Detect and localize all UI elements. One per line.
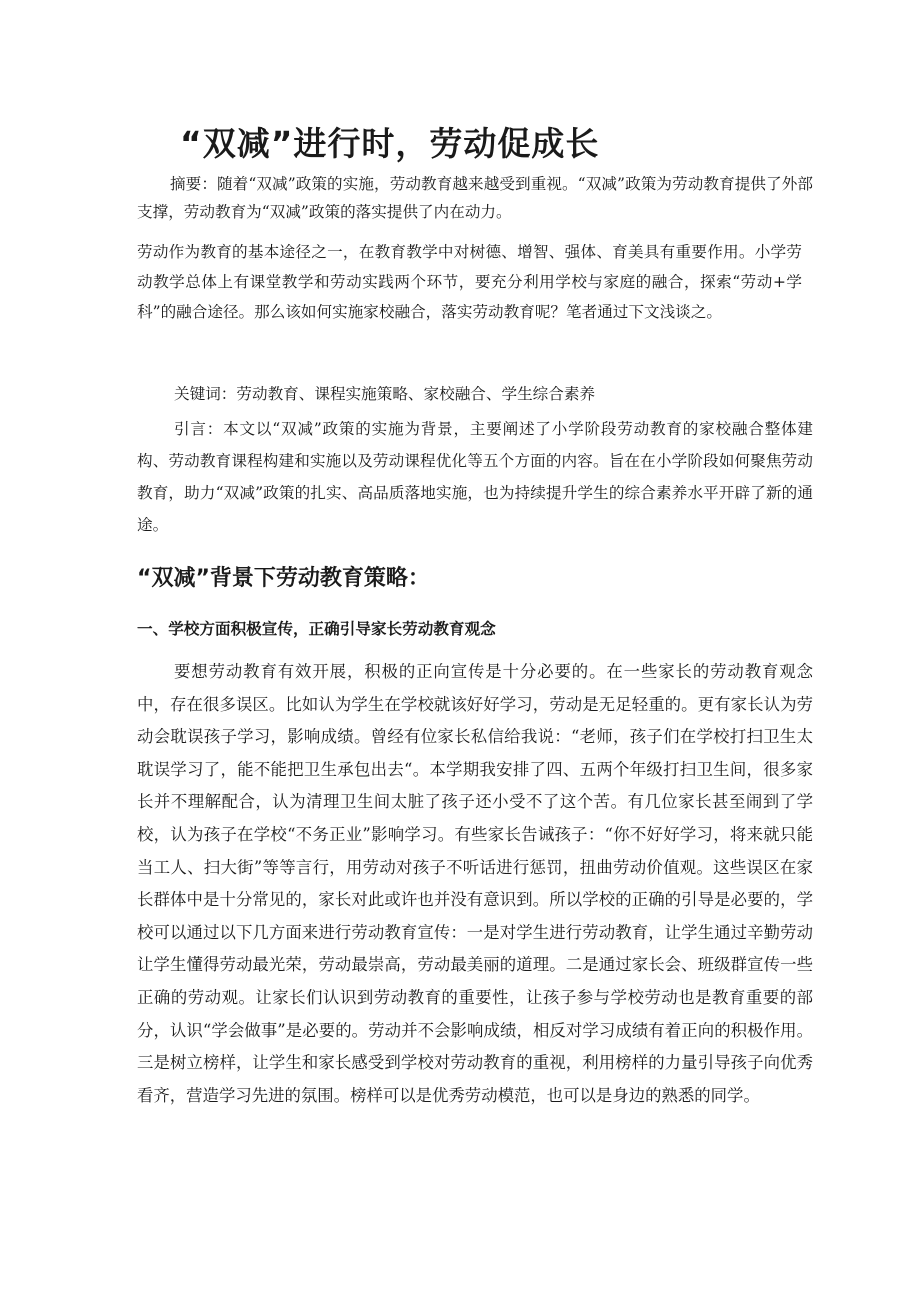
intro-paragraph: 劳动作为教育的基本途径之一，在教育教学中对树德、增智、强体、育美具有重要作用。小学劳动教学总体上有课堂教学和劳动实践两个环节，要充分利用学校与家庭的融合，探索“劳动+学科”的融合途径。那么该如何实施家校融合，落实劳动教育呢？笔者通过下文浅谈之。: [137, 243, 802, 321]
keywords-line: 关键词：劳动教育、课程实施策略、家校融合、学生综合素养: [174, 385, 596, 403]
subheading-school-publicity: 一、学校方面积极宣传，正确引导家长劳动教育观念: [137, 619, 496, 638]
document-title: “双减”进行时，劳动促成长: [180, 124, 600, 163]
section-heading: “双减”背景下劳动教育策略：: [137, 566, 430, 591]
preface-paragraph: 引言：本文以“双减”政策的实施为背景，主要阐述了小学阶段劳动教育的家校融合整体建构、劳动教育课程构建和实施以及劳动课程优化等五个方面的内容。旨在在小学阶段如何聚焦劳动教育，助力“双减”政策的扎实、高品质落地实施，也为持续提升学生的综合素养水平开辟了新的通途。: [137, 420, 813, 534]
abstract-paragraph: 摘要：随着“双减”政策的实施，劳动教育越来越受到重视。“双减”政策为劳动教育提供了外部支撑，劳动教育为“双减”政策的落实提供了内在动力。: [137, 175, 813, 221]
body-paragraph: 要想劳动教育有效开展，积极的正向宣传是十分必要的。在一些家长的劳动教育观念中，存在很多误区。比如认为学生在学校就该好好学习，劳动是无足轻重的。更有家长认为劳动会耽误孩子学习，影响成绩。曾经有位家长私信给我说：“老师，孩子们在学校打扫卫生太耽误学习了，能不能把卫生承包出去“。本学期我安排了四、五两个年级打扫卫生间，很多家长并不理解配合，认为清理卫生间太脏了孩子还小受不了这个苦。有几位家长甚至闹到了学校，认为孩子在学校“不务正业”影响学习。有些家长告诫孩子：“你不好好学习，将来就只能当工人、扫大街”等等言行，用劳动对孩子不听话进行惩罚，扭曲劳动价值观。这些误区在家长群体中是十分常见的，家长对此或许也并没有意识到。所以学校的正确的引导是必要的，学校可以通过以下几方面来进行劳动教育宣传：一是对学生进行劳动教育，让学生通过辛勤劳动让学生懂得劳动最光荣，劳动最崇高，劳动最美丽的道理。二是通过家长会、班级群宣传一些正确的劳动观。让家长们认识到劳动教育的重要性，让孩子参与学校劳动也是教育重要的部分，认识“学会做事”是必要的。劳动并不会影响成绩，相反对学习成绩有着正向的积极作用。三是树立榜样，让学生和家长感受到学校对劳动教育的重视，利用榜样的力量引导孩子向优秀看齐，营造学习先进的氛围。榜样可以是优秀劳动模范，也可以是身边的熟悉的同学。: [137, 662, 813, 1105]
